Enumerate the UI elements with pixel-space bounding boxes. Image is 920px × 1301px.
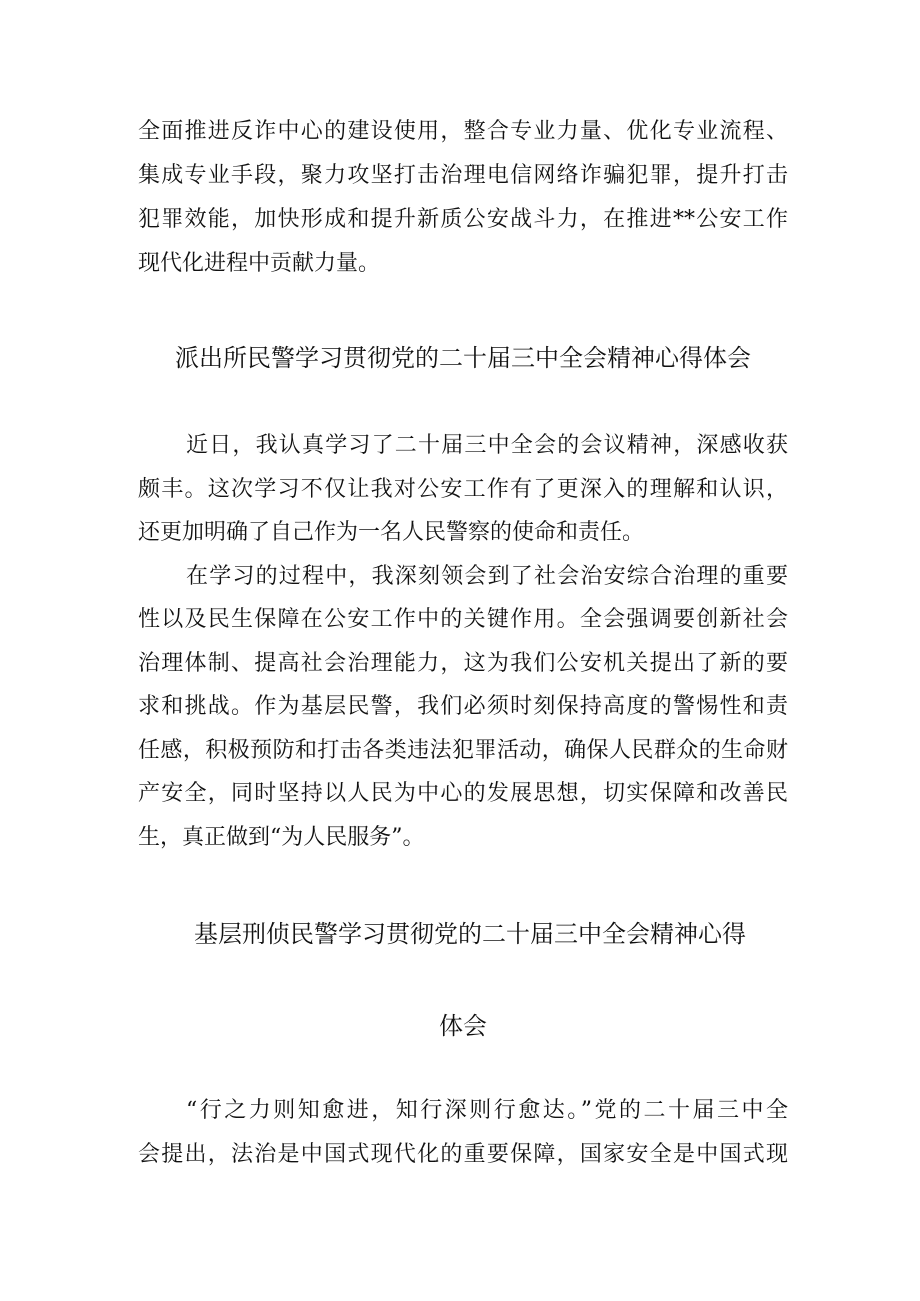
article2-title-line-1: 基层刑侦民警学习贯彻党的二十届三中全会精神心得 [194, 920, 746, 948]
article1-para1-line-3: 还更加明确了自己作为一名人民警察的使命和责任。 [138, 520, 645, 545]
article1-para2-line-4: 求和挑战。作为基层民警，我们必须时刻保持高度的警惕性和责 [138, 694, 788, 719]
article2-para1-line-2: 会提出，法治是中国式现代化的重要保障，国家安全是中国式现 [138, 1142, 788, 1167]
intro-line-1: 全面推进反诈中心的建设使用，整合专业力量、优化专业流程、 [138, 119, 788, 144]
article1-para2-line-5: 任感，积极预防和打击各类违法犯罪活动，确保人民群众的生命财 [138, 738, 788, 763]
article1-para2-line-7: 生，真正做到“为人民服务”。 [138, 825, 425, 850]
article1-para1-line-2: 颇丰。这次学习不仅让我对公安工作有了更深入的理解和认识， [138, 477, 788, 502]
article1-title: 派出所民警学习贯彻党的二十届三中全会精神心得体会 [175, 344, 751, 372]
intro-line-3: 犯罪效能，加快形成和提升新质公安战斗力，在推进**公安工作 [138, 207, 788, 232]
article1-para1-line-1: 近日，我认真学习了二十届三中全会的会议精神，深感收获 [186, 433, 788, 458]
article1-para2-line-1: 在学习的过程中，我深刻领会到了社会治安综合治理的重要 [186, 564, 788, 589]
article2-title-line-2: 体会 [439, 1012, 487, 1040]
article2-para1-line-1: “行之力则知愈进，知行深则行愈达。”党的二十届三中全 [186, 1098, 788, 1123]
article1-para2-line-3: 治理体制、提高社会治理能力，这为我们公安机关提出了新的要 [138, 651, 788, 676]
article1-para2-line-2: 性以及民生保障在公安工作中的关键作用。全会强调要创新社会 [138, 607, 788, 632]
intro-line-4: 现代化进程中贡献力量。 [138, 251, 381, 276]
article1-para2-line-6: 产安全，同时坚持以人民为中心的发展思想，切实保障和改善民 [138, 781, 788, 806]
intro-line-2: 集成专业手段，聚力攻坚打击治理电信网络诈骗犯罪，提升打击 [138, 163, 788, 188]
